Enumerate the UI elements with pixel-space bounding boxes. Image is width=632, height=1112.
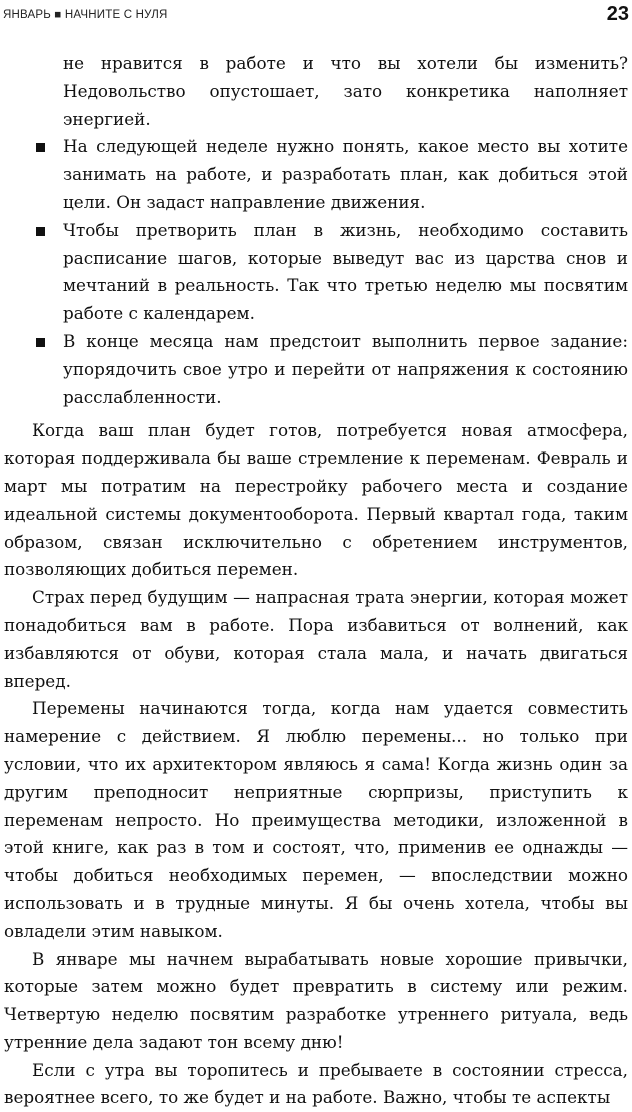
paragraph: Страх перед будущим — напрасная трата энергии, которая может понадобиться вам в работе. Пора избавиться от волнений, как избавляются от обуви, которая стала мала, и начать двигаться вперед.: [4, 587, 628, 691]
page-header: [0, 4, 632, 26]
continuation-text: не нравится в работе и что вы хотели бы изменить? Недовольство опустошает, зато конкретика наполняет энергией.: [63, 53, 628, 129]
square-bullet-icon: [36, 338, 45, 347]
bullet-item: [4, 133, 628, 216]
paragraph: Когда ваш план будет готов, потребуется новая атмосфера, которая поддерживала бы ваше стремление к переменам. Февраль и март мы потратим на перестройку рабочего места и создание идеальной системы документооборота. Первый квартал года, таким образом, связан исключительно с обретением инструментов, позволяющих добиться перемен.: [4, 420, 628, 580]
bullet-text: На следующей неделе нужно понять, какое место вы хотите занимать на работе, и разработать план, как добиться этой цели. Он задаст направление движения.: [63, 136, 628, 212]
bullet-item: [4, 217, 628, 328]
paragraph: В январе мы начнем вырабатывать новые хорошие привычки, которые затем можно будет превратить в систему или режим. Четвертую неделю посвятим разработке утреннего ритуала, ведь утренние дела задают тон всему дню!: [4, 948, 628, 1052]
paragraph: Если с утра вы торопитесь и пребываете в состоянии стресса, вероятнее всего, то же будет и на работе. Важно, чтобы те аспекты: [4, 1059, 628, 1108]
bullet-item: [4, 328, 628, 411]
body-text: [4, 50, 628, 1112]
bullet-text: Чтобы претворить план в жизнь, необходимо составить расписание шагов, которые выведут вас из царства снов и мечтаний в реальность. Так что третью неделю мы посвятим работе с календарем.: [63, 219, 628, 324]
square-bullet-icon: [36, 143, 45, 152]
square-bullet-icon: [36, 227, 45, 236]
running-head: ЯНВАРЬ ■ НАЧНИТЕ С НУЛЯ: [3, 9, 168, 21]
paragraph: Перемены начинаются тогда, когда нам удается совместить намерение с действием. Я люблю перемены... но только при условии, что их архитектором являюсь я сама! Когда жизнь один за другим преподносит неприятные сюрпризы, приступить к переменам непросто. Но преимущества методики, изложенной в этой книге, как раз в том и состоят, что, применив ее однажды — чтобы добиться необходимых перемен, — впоследствии можно использовать и в трудные минуты. Я бы очень хотела, чтобы вы овладели этим навыком.: [4, 698, 628, 941]
bullet-text: В конце месяца нам предстоит выполнить первое задание: упорядочить свое утро и перейти от напряжения к состоянию расслабленности.: [63, 330, 628, 407]
bullet-list: [4, 133, 628, 411]
page-number: 23: [606, 3, 629, 25]
